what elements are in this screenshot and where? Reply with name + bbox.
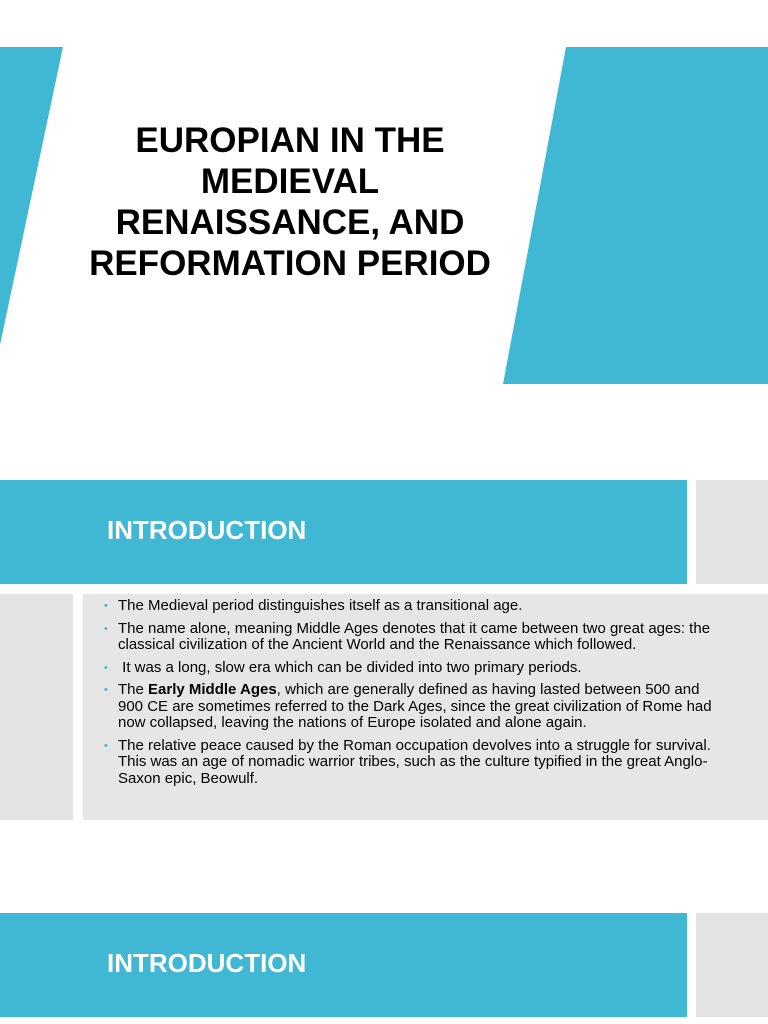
bullet-dot-icon: •: [104, 661, 108, 674]
slide-heading: INTRODUCTION: [107, 948, 307, 978]
introduction-slide-2: [0, 913, 768, 1024]
slide-title: [70, 120, 510, 284]
list-item: [102, 598, 722, 615]
bullet-text-suffix: , which are generally defined as having lasted between 500 and 900 CE are sometimes referred to the Dark Ages, since the great civilization of Rome had now collapsed, leaving the nations of Europe isolated and alone again.: [118, 681, 712, 731]
bullet-dot-icon: •: [104, 684, 108, 696]
title-line: EUROPIAN IN THE: [135, 121, 445, 160]
title-line: REFORMATION PERIOD: [89, 244, 491, 283]
bullet-text-prefix: The: [118, 681, 149, 698]
bullet-dot-icon: •: [104, 600, 108, 612]
bullet-text: The name alone, meaning Middle Ages denotes that it came between two great ages: the classical civilization of the Ancient World and the Renaissance which followed.: [118, 619, 711, 653]
bullet-text-bold: Early Middle Ages: [148, 681, 277, 698]
introduction-slide: [0, 480, 768, 820]
header-bar: [0, 480, 687, 584]
list-item: [102, 660, 722, 677]
header-bar: [0, 913, 687, 1017]
list-item: [102, 621, 722, 654]
list-item: [102, 738, 722, 788]
bullet-dot-icon: •: [104, 622, 108, 635]
list-item: [102, 682, 722, 732]
header-side-block: [696, 913, 768, 1017]
title-line: MEDIEVAL: [200, 162, 380, 201]
bullet-list: [102, 598, 722, 793]
header-side-block: [696, 480, 768, 584]
left-side-block: [0, 594, 73, 820]
bullet-dot-icon: •: [104, 739, 108, 752]
left-parallelogram: [0, 47, 63, 345]
title-slide: [0, 0, 768, 432]
slide-heading: INTRODUCTION: [107, 515, 307, 545]
title-line: RENAISSANCE, AND: [115, 203, 465, 242]
right-parallelogram: [503, 47, 768, 384]
bullet-text: It was a long, slow era which can be divided into two primary periods.: [118, 658, 582, 676]
bullet-text: The Medieval period distinguishes itself as a transitional age.: [118, 597, 523, 614]
bullet-text: The relative peace caused by the Roman occupation devolves into a struggle for survival. This was an age of nomadic warrior tribes, such as the culture typified in the great Anglo-Saxon epic, Beowulf.: [118, 736, 711, 787]
